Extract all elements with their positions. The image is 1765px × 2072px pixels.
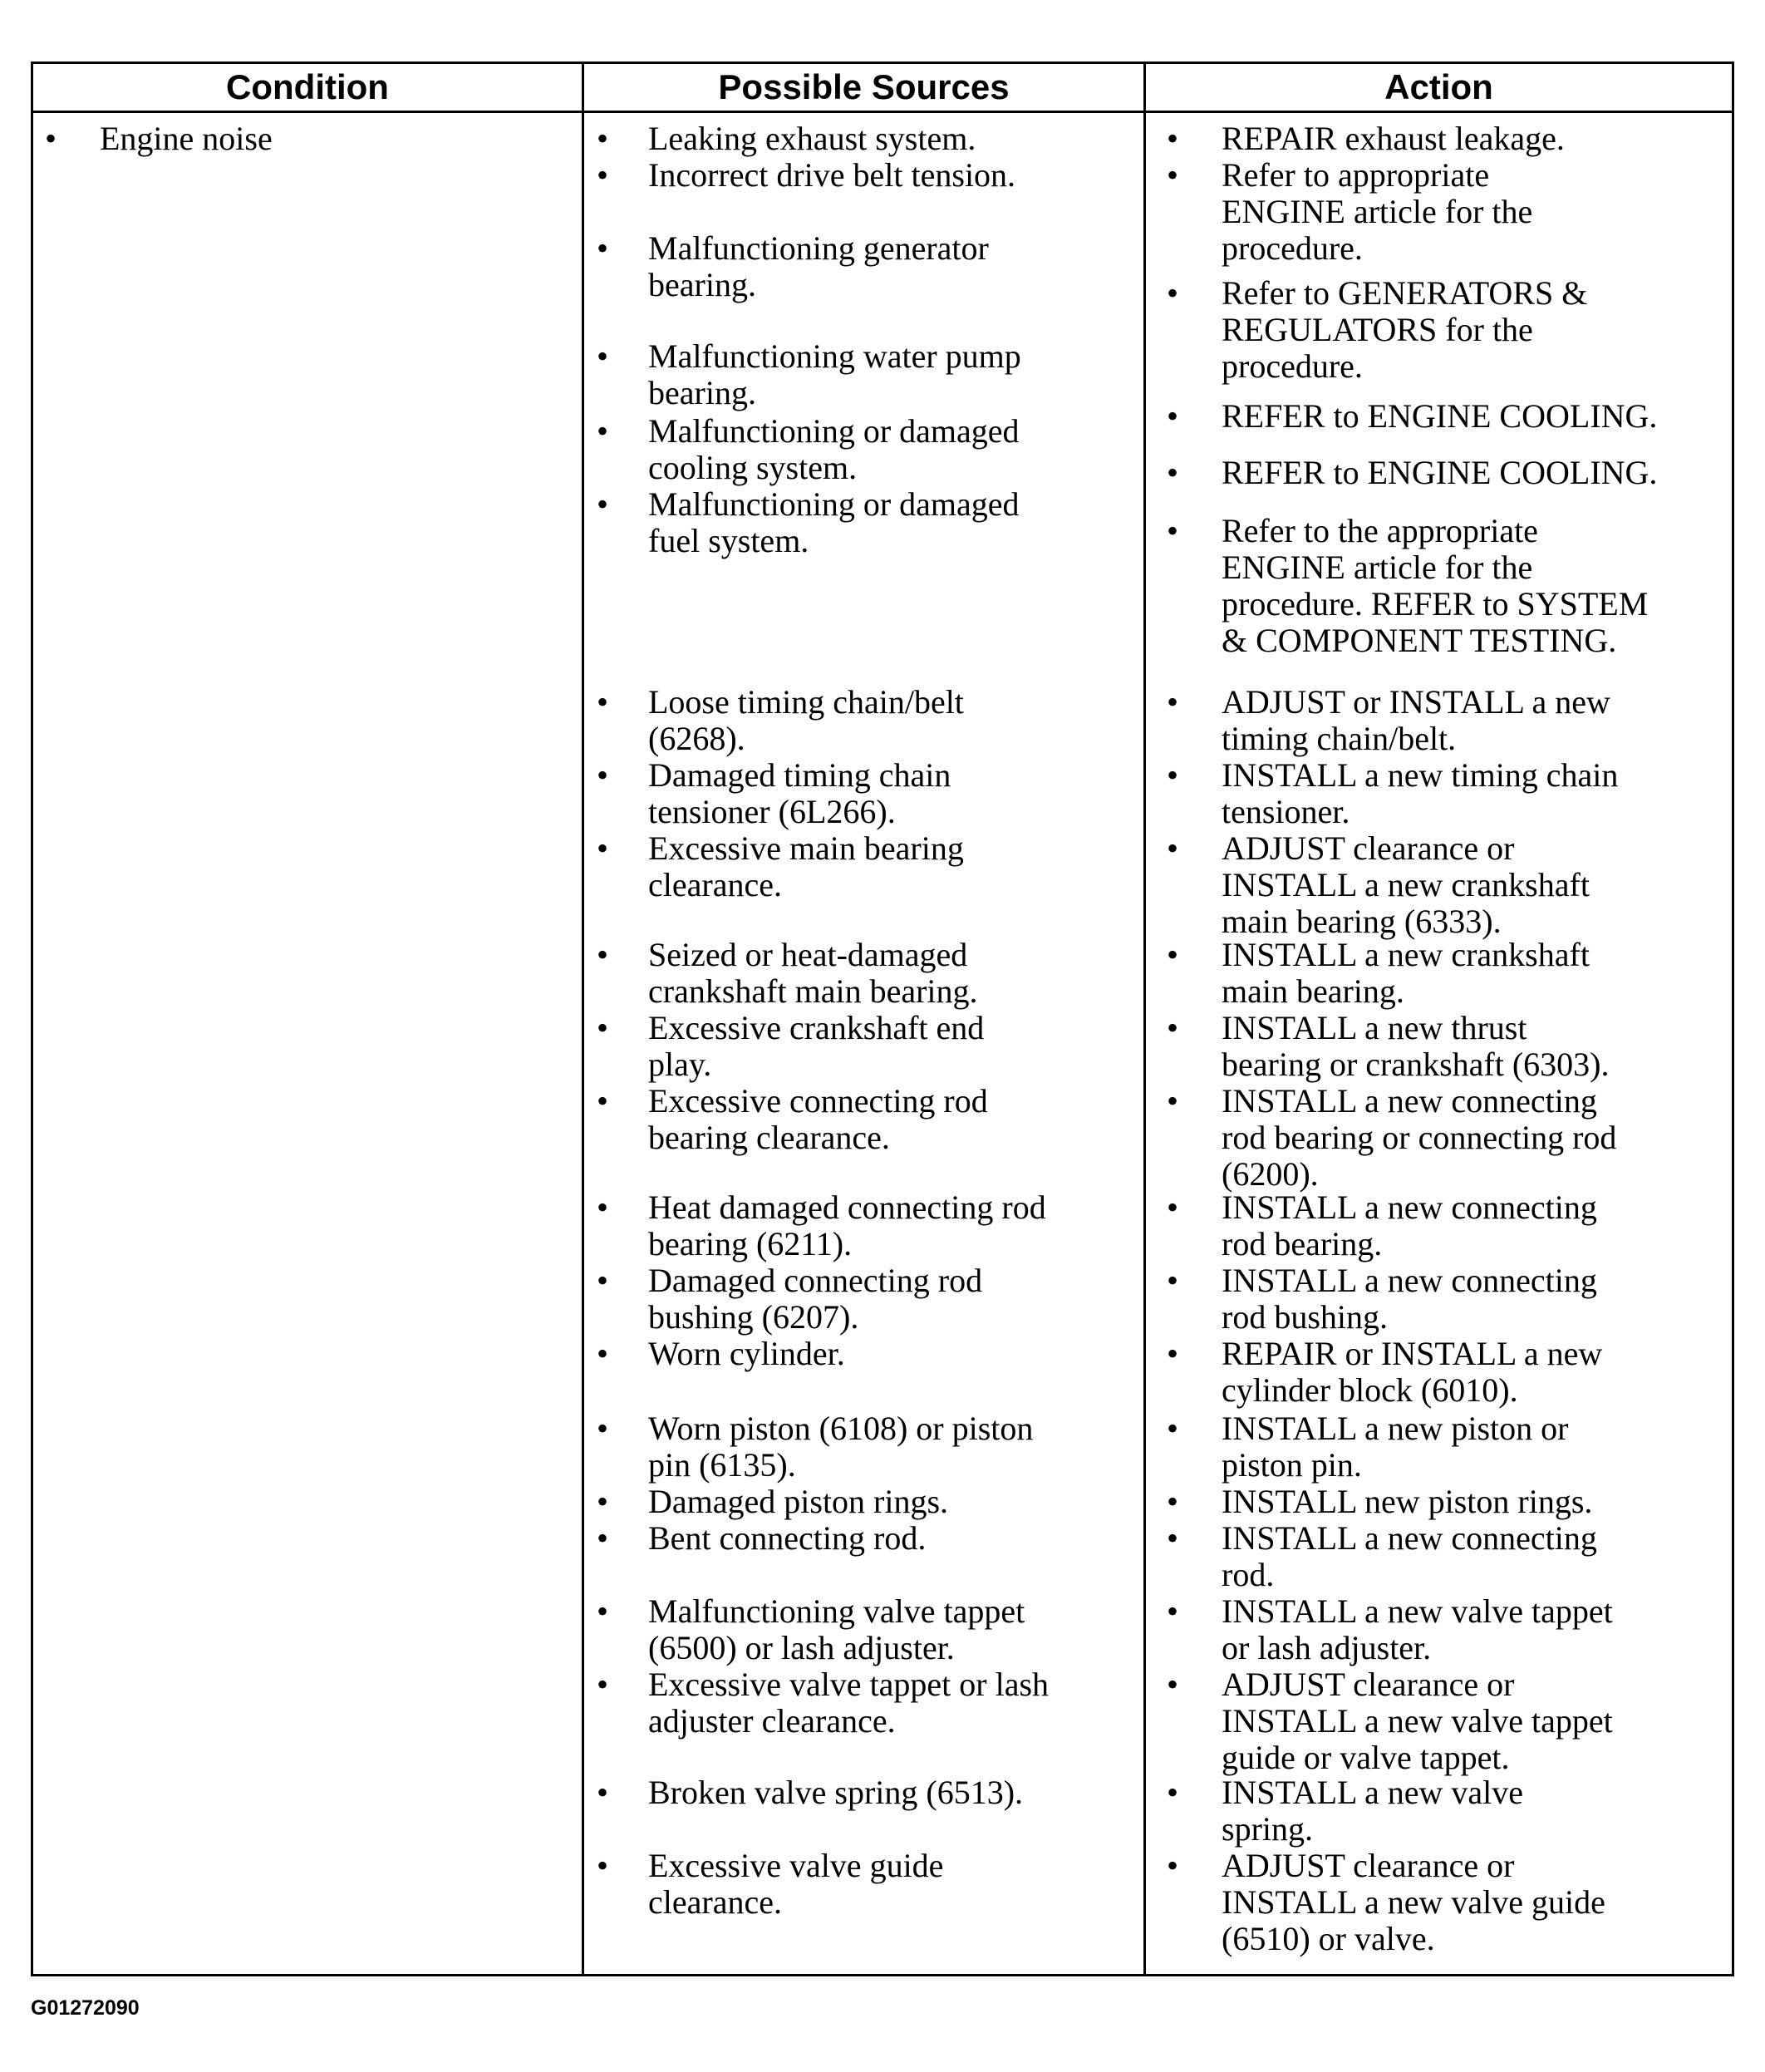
bullet-icon: •: [597, 337, 609, 375]
bullet-icon: •: [597, 936, 609, 973]
action-text: ADJUST or INSTALL a new timing chain/belt.: [1222, 683, 1610, 757]
header-divider: [33, 111, 1732, 113]
source-text: Malfunctioning or damaged fuel system.: [648, 485, 1020, 559]
bullet-icon: •: [597, 683, 609, 721]
source-text: Damaged connecting rod bushing (6207).: [648, 1262, 983, 1336]
bullet-icon: •: [1167, 120, 1179, 157]
action-text: INSTALL a new crankshaft main bearing.: [1222, 936, 1590, 1010]
bullet-icon: •: [597, 485, 609, 523]
header-condition: Condition: [226, 67, 389, 106]
bullet-icon: •: [1167, 1410, 1179, 1447]
action-text: REFER to ENGINE COOLING.: [1222, 454, 1658, 491]
column-divider: [1143, 64, 1146, 1974]
source-text: Excessive valve guide clearance.: [648, 1847, 944, 1921]
bullet-icon: •: [1167, 1009, 1179, 1046]
source-text: Excessive valve tappet or lash adjuster clearance.: [648, 1666, 1050, 1740]
bullet-icon: •: [1167, 683, 1179, 721]
bullet-icon: •: [1167, 829, 1179, 867]
bullet-icon: •: [597, 829, 609, 867]
bullet-icon: •: [1167, 1666, 1179, 1703]
source-text: Malfunctioning or damaged cooling system.: [648, 412, 1020, 486]
action-text: Refer to the appropriate ENGINE article for the procedure. REFER to SYSTEM & COMPONENT TESTING.: [1222, 512, 1649, 659]
bullet-icon: •: [597, 1592, 609, 1630]
source-text: Broken valve spring (6513).: [648, 1774, 1024, 1811]
bullet-icon: •: [597, 1410, 609, 1447]
source-text: Malfunctioning generator bearing.: [648, 229, 989, 303]
bullet-icon: •: [597, 120, 609, 157]
bullet-icon: •: [597, 1483, 609, 1520]
action-text: INSTALL a new piston or piston pin.: [1222, 1410, 1569, 1484]
source-text: Damaged piston rings.: [648, 1483, 949, 1520]
bullet-icon: •: [1167, 1262, 1179, 1299]
action-text: INSTALL new piston rings.: [1222, 1483, 1593, 1520]
source-text: Excessive crankshaft end play.: [648, 1009, 985, 1083]
condition-text: Engine noise: [100, 120, 273, 157]
bullet-icon: •: [597, 1335, 609, 1372]
header-possible-sources: Possible Sources: [718, 67, 1010, 106]
source-text: Malfunctioning valve tappet (6500) or lash adjuster.: [648, 1592, 1025, 1666]
action-text: INSTALL a new connecting rod bushing.: [1222, 1262, 1597, 1336]
source-text: Leaking exhaust system.: [648, 120, 976, 157]
column-divider: [582, 64, 584, 1974]
source-text: Excessive main bearing clearance.: [648, 829, 964, 903]
bullet-icon: •: [597, 229, 609, 267]
bullet-icon: •: [597, 412, 609, 450]
bullet-icon: •: [1167, 1335, 1179, 1372]
source-text: Damaged timing chain tensioner (6L266).: [648, 756, 951, 830]
bullet-icon: •: [45, 120, 57, 157]
source-text: Worn cylinder.: [648, 1335, 845, 1372]
diagnosis-table: [31, 62, 1734, 1976]
action-text: INSTALL a new connecting rod bearing or connecting rod (6200).: [1222, 1082, 1617, 1193]
source-text: Worn piston (6108) or piston pin (6135).: [648, 1410, 1034, 1484]
source-text: Heat damaged connecting rod bearing (6211).: [648, 1189, 1046, 1262]
action-text: INSTALL a new connecting rod bearing.: [1222, 1189, 1597, 1262]
bullet-icon: •: [1167, 512, 1179, 549]
bullet-icon: •: [597, 756, 609, 794]
bullet-icon: •: [1167, 454, 1179, 491]
source-text: Loose timing chain/belt (6268).: [648, 683, 964, 757]
bullet-icon: •: [597, 1189, 609, 1226]
action-text: REPAIR exhaust leakage.: [1222, 120, 1565, 157]
action-text: ADJUST clearance or INSTALL a new valve guide (6510) or valve.: [1222, 1847, 1605, 1957]
source-text: Seized or heat-damaged crankshaft main bearing.: [648, 936, 978, 1010]
bullet-icon: •: [1167, 1189, 1179, 1226]
action-text: INSTALL a new thrust bearing or crankshaft (6303).: [1222, 1009, 1610, 1083]
bullet-icon: •: [1167, 274, 1179, 312]
action-text: INSTALL a new valve tappet or lash adjuster.: [1222, 1592, 1613, 1666]
action-text: INSTALL a new connecting rod.: [1222, 1519, 1597, 1593]
action-text: Refer to GENERATORS & REGULATORS for the procedure.: [1222, 274, 1588, 385]
bullet-icon: •: [1167, 1847, 1179, 1884]
bullet-icon: •: [1167, 1774, 1179, 1811]
header-action: Action: [1384, 67, 1493, 106]
source-text: Malfunctioning water pump bearing.: [648, 337, 1021, 411]
bullet-icon: •: [597, 1082, 609, 1120]
action-text: REFER to ENGINE COOLING.: [1222, 397, 1658, 435]
action-text: Refer to appropriate ENGINE article for the procedure.: [1222, 156, 1533, 267]
bullet-icon: •: [1167, 1592, 1179, 1630]
bullet-icon: •: [597, 1666, 609, 1703]
bullet-icon: •: [597, 1774, 609, 1811]
bullet-icon: •: [597, 1847, 609, 1884]
action-text: ADJUST clearance or INSTALL a new valve tappet guide or valve tappet.: [1222, 1666, 1613, 1776]
bullet-icon: •: [597, 1519, 609, 1557]
source-text: Bent connecting rod.: [648, 1519, 927, 1557]
bullet-icon: •: [597, 1009, 609, 1046]
bullet-icon: •: [1167, 156, 1179, 194]
source-text: Incorrect drive belt tension.: [648, 156, 1016, 194]
action-text: INSTALL a new valve spring.: [1222, 1774, 1523, 1848]
source-text: Excessive connecting rod bearing clearance.: [648, 1082, 988, 1156]
bullet-icon: •: [1167, 756, 1179, 794]
bullet-icon: •: [1167, 936, 1179, 973]
action-text: REPAIR or INSTALL a new cylinder block (6010).: [1222, 1335, 1603, 1409]
bullet-icon: •: [1167, 397, 1179, 435]
bullet-icon: •: [597, 156, 609, 194]
bullet-icon: •: [1167, 1483, 1179, 1520]
bullet-icon: •: [597, 1262, 609, 1299]
action-text: ADJUST clearance or INSTALL a new crankshaft main bearing (6333).: [1222, 829, 1590, 940]
action-text: INSTALL a new timing chain tensioner.: [1222, 756, 1619, 830]
figure-id: G01272090: [31, 1996, 140, 2020]
bullet-icon: •: [1167, 1082, 1179, 1120]
bullet-icon: •: [1167, 1519, 1179, 1557]
